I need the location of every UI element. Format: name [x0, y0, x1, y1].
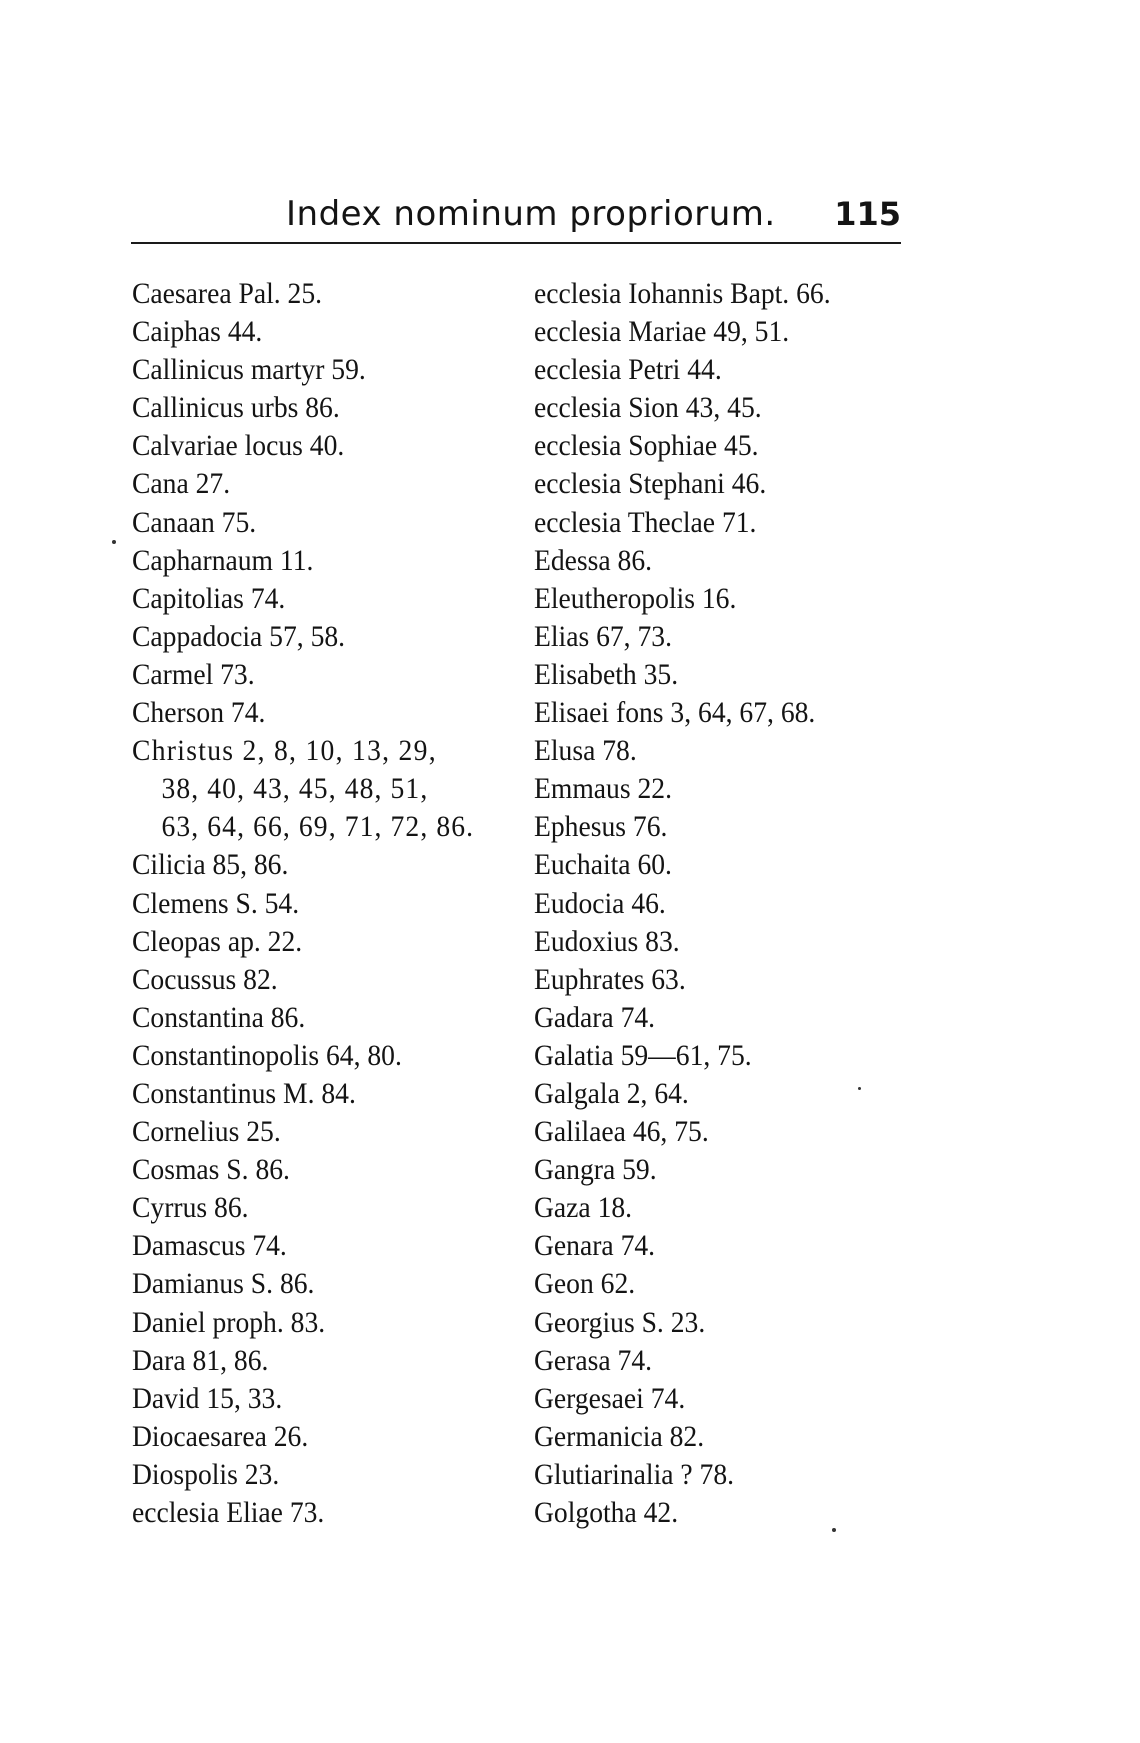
- index-entry: Euchaita 60.: [534, 848, 672, 882]
- running-title: Index nominum propriorum.: [286, 194, 776, 234]
- index-column-left: [132, 275, 532, 1532]
- index-entry: Edessa 86.: [534, 543, 653, 577]
- index-entry: ecclesia Sophiae 45.: [534, 429, 759, 463]
- index-entry: Eudoxius 83.: [534, 924, 680, 958]
- index-entry: Constantinopolis 64, 80.: [132, 1038, 402, 1072]
- index-entry: Cherson 74.: [132, 696, 266, 730]
- index-entry: ecclesia Mariae 49, 51.: [534, 315, 790, 349]
- index-entry: Capitolias 74.: [132, 581, 286, 615]
- index-entry: Elisaei fons 3, 64, 67, 68.: [534, 696, 816, 730]
- index-entry: Euphrates 63.: [534, 962, 686, 996]
- index-entry: Gangra 59.: [534, 1153, 657, 1187]
- index-entry: ecclesia Eliae 73.: [132, 1496, 325, 1529]
- index-entry: Canaan 75.: [132, 505, 257, 539]
- index-entry: Carmel 73.: [132, 657, 255, 691]
- index-entry: Diocaesarea 26.: [132, 1419, 309, 1453]
- header-rule: [131, 242, 901, 244]
- index-entry: Dara 81, 86.: [132, 1343, 269, 1377]
- index-entry: Georgius S. 23.: [534, 1305, 706, 1339]
- index-entry: Cana 27.: [132, 467, 231, 501]
- index-entry: Gaza 18.: [534, 1191, 633, 1225]
- index-entry: Gerasa 74.: [534, 1343, 653, 1377]
- index-entry: Cappadocia 57, 58.: [132, 619, 346, 653]
- index-entry: Galgala 2, 64.: [534, 1076, 689, 1110]
- index-entry: Eleutheropolis 16.: [534, 581, 737, 615]
- index-entry: Callinicus urbs 86.: [132, 391, 340, 425]
- print-speck: [832, 1528, 836, 1532]
- index-entry: Elias 67, 73.: [534, 619, 672, 653]
- index-entry: Ephesus 76.: [534, 810, 668, 844]
- index-entry: Gergesaei 74.: [534, 1381, 686, 1415]
- index-entry: Capharnaum 11.: [132, 543, 314, 577]
- index-entry: Elisabeth 35.: [534, 657, 679, 691]
- index-entry: Damianus S. 86.: [132, 1267, 315, 1301]
- index-entry: Eudocia 46.: [534, 886, 666, 920]
- index-entry: Galatia 59—61, 75.: [534, 1038, 752, 1072]
- index-entry: Damascus 74.: [132, 1229, 287, 1263]
- index-entry: Cleopas ap. 22.: [132, 924, 303, 958]
- index-entry: 63, 64, 66, 69, 71, 72, 86.: [161, 810, 475, 844]
- index-entry: Cocussus 82.: [132, 962, 278, 996]
- index-entry: Cosmas S. 86.: [132, 1153, 290, 1187]
- index-entry: ecclesia Sion 43, 45.: [534, 391, 762, 425]
- index-entry: David 15, 33.: [132, 1381, 283, 1415]
- index-entry: Constantinus M. 84.: [132, 1076, 356, 1110]
- index-entry: ecclesia Theclae 71.: [534, 505, 757, 539]
- index-entry: Elusa 78.: [534, 734, 637, 768]
- index-entry: Galilaea 46, 75.: [534, 1115, 709, 1149]
- print-speck: [858, 1087, 861, 1090]
- index-entry: Geon 62.: [534, 1267, 636, 1301]
- index-entry: Cornelius 25.: [132, 1115, 281, 1149]
- index-entry: Callinicus martyr 59.: [132, 353, 366, 387]
- index-entry: Cilicia 85, 86.: [132, 848, 289, 882]
- index-entry: Caiphas 44.: [132, 315, 263, 349]
- index-entry: Daniel proph. 83.: [132, 1305, 326, 1339]
- index-entry: Calvariae locus 40.: [132, 429, 345, 463]
- index-entry: Christus 2, 8, 10, 13, 29,: [132, 734, 437, 768]
- index-entry: Genara 74.: [534, 1229, 656, 1263]
- index-entry: Diospolis 23.: [132, 1457, 280, 1491]
- print-speck: [112, 540, 116, 544]
- page-header: [131, 194, 901, 244]
- index-entry: ecclesia Iohannis Bapt. 66.: [534, 277, 831, 310]
- index-entry: ecclesia Petri 44.: [534, 353, 722, 387]
- index-entry: Cyrrus 86.: [132, 1191, 249, 1225]
- index-entry: Clemens S. 54.: [132, 886, 300, 920]
- index-entry: ecclesia Stephani 46.: [534, 467, 767, 501]
- index-entry: Caesarea Pal. 25.: [132, 277, 323, 310]
- index-entry: Constantina 86.: [132, 1000, 306, 1034]
- page-number: 115: [834, 195, 901, 233]
- index-entry: 38, 40, 43, 45, 48, 51,: [161, 772, 429, 806]
- index-entry: Germanicia 82.: [534, 1419, 705, 1453]
- index-entry: Gadara 74.: [534, 1000, 656, 1034]
- index-entry: Glutiarinalia ? 78.: [534, 1457, 735, 1491]
- index-entry: Emmaus 22.: [534, 772, 672, 806]
- index-column-right: [534, 275, 914, 1532]
- index-entry: Golgotha 42.: [534, 1496, 679, 1529]
